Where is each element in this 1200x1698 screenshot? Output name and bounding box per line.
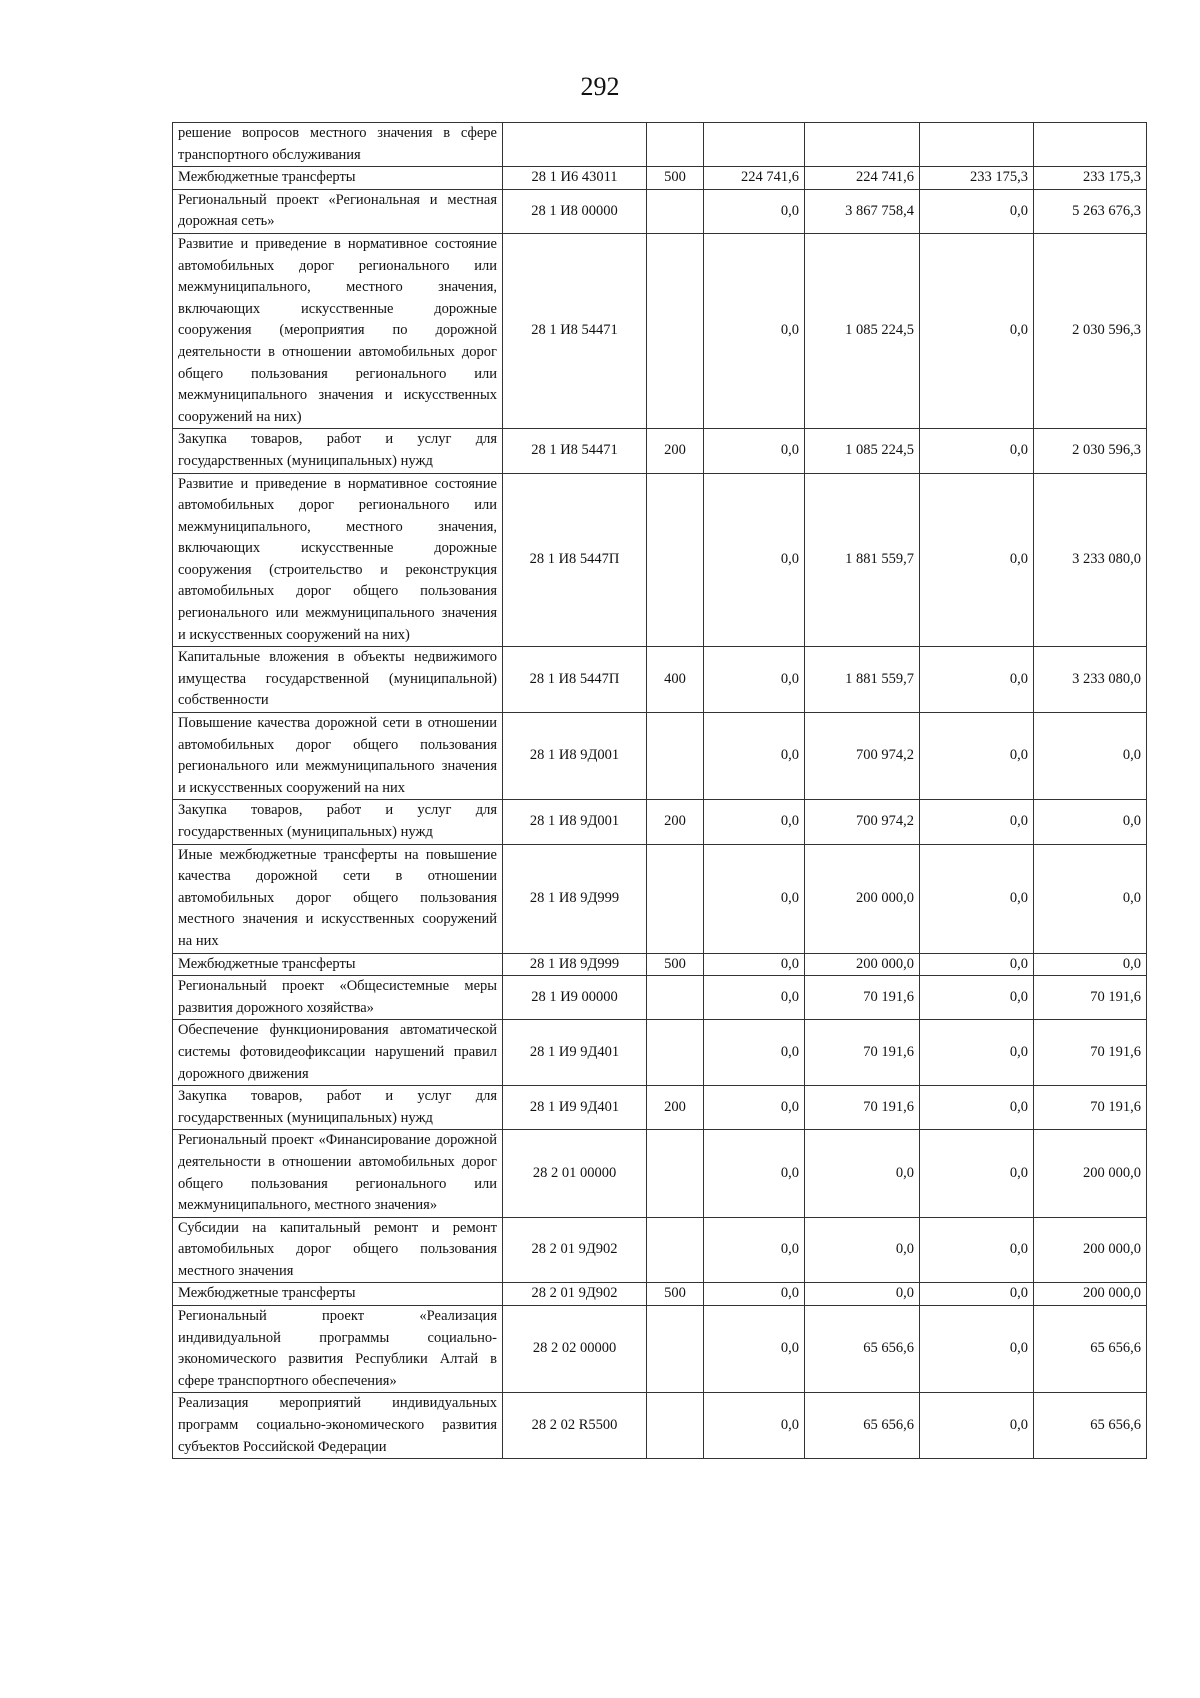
row-name-cell: Капитальные вложения в объекты недвижимого имущества государственной (муниципальной) собственности [173,647,503,713]
row-name-cell: Региональный проект «Реализация индивидуальной программы социально-экономического развития Республики Алтай в сфере транспортного обеспечения» [173,1306,503,1393]
amount-cell-3: 0,0 [920,233,1034,428]
row-name-cell: Межбюджетные трансферты [173,1283,503,1306]
amount-cell-2: 1 085 224,5 [805,429,920,473]
expense-type-cell: 200 [647,800,704,844]
amount-cell-3: 233 175,3 [920,167,1034,190]
target-code-cell: 28 2 01 00000 [503,1130,647,1217]
amount-cell-3: 0,0 [920,976,1034,1020]
amount-cell-1: 0,0 [704,953,805,976]
amount-cell-2: 1 881 559,7 [805,473,920,647]
amount-cell-4: 65 656,6 [1034,1306,1147,1393]
target-code-cell: 28 1 И6 43011 [503,167,647,190]
amount-cell-3: 0,0 [920,1306,1034,1393]
amount-cell-1: 224 741,6 [704,167,805,190]
amount-cell-4: 200 000,0 [1034,1217,1147,1283]
amount-cell-4: 0,0 [1034,953,1147,976]
table-row [173,1283,1147,1306]
table-row [173,473,1147,647]
target-code-cell: 28 1 И8 5447П [503,647,647,713]
budget-table [172,122,1147,1459]
expense-type-cell [647,233,704,428]
amount-cell-3: 0,0 [920,953,1034,976]
target-code-cell: 28 1 И9 00000 [503,976,647,1020]
amount-cell-1: 0,0 [704,233,805,428]
amount-cell-4: 200 000,0 [1034,1130,1147,1217]
expense-type-cell: 200 [647,429,704,473]
target-code-cell: 28 1 И8 54471 [503,429,647,473]
table-row [173,167,1147,190]
amount-cell-1: 0,0 [704,473,805,647]
target-code-cell: 28 2 01 9Д902 [503,1217,647,1283]
row-name-cell: Закупка товаров, работ и услуг для государственных (муниципальных) нужд [173,800,503,844]
amount-cell-2: 224 741,6 [805,167,920,190]
amount-cell-3: 0,0 [920,1130,1034,1217]
target-code-cell: 28 2 02 R5500 [503,1393,647,1459]
target-code-cell: 28 1 И9 9Д401 [503,1086,647,1130]
expense-type-cell: 500 [647,167,704,190]
row-name-cell: решение вопросов местного значения в сфере транспортного обслуживания [173,123,503,167]
amount-cell-1: 0,0 [704,1130,805,1217]
amount-cell-2: 3 867 758,4 [805,189,920,233]
amount-cell-4: 3 233 080,0 [1034,647,1147,713]
amount-cell-2: 700 974,2 [805,713,920,800]
amount-cell-3: 0,0 [920,844,1034,953]
amount-cell-3 [920,123,1034,167]
expense-type-cell [647,1306,704,1393]
amount-cell-3: 0,0 [920,1283,1034,1306]
amount-cell-4: 5 263 676,3 [1034,189,1147,233]
amount-cell-4: 0,0 [1034,713,1147,800]
table-row [173,844,1147,953]
row-name-cell: Развитие и приведение в нормативное состояние автомобильных дорог регионального или межмуниципального, местного значения, включающих искусственные дорожные сооружения (строительство и реконструкция автомобильных дорог общего пользования регионального или межмуниципального значения и искусственных сооружений на них) [173,473,503,647]
row-name-cell: Межбюджетные трансферты [173,167,503,190]
expense-type-cell: 500 [647,953,704,976]
amount-cell-4 [1034,123,1147,167]
amount-cell-4: 2 030 596,3 [1034,233,1147,428]
table-row [173,123,1147,167]
amount-cell-3: 0,0 [920,189,1034,233]
amount-cell-2: 200 000,0 [805,844,920,953]
amount-cell-1 [704,123,805,167]
amount-cell-2: 700 974,2 [805,800,920,844]
amount-cell-2: 1 085 224,5 [805,233,920,428]
target-code-cell: 28 2 01 9Д902 [503,1283,647,1306]
amount-cell-2: 70 191,6 [805,1086,920,1130]
row-name-cell: Реализация мероприятий индивидуальных программ социально-экономического развития субъектов Российской Федерации [173,1393,503,1459]
amount-cell-1: 0,0 [704,429,805,473]
row-name-cell: Субсидии на капитальный ремонт и ремонт автомобильных дорог общего пользования местного значения [173,1217,503,1283]
target-code-cell: 28 1 И8 5447П [503,473,647,647]
amount-cell-3: 0,0 [920,473,1034,647]
row-name-cell: Закупка товаров, работ и услуг для государственных (муниципальных) нужд [173,1086,503,1130]
amount-cell-1: 0,0 [704,189,805,233]
amount-cell-2: 70 191,6 [805,1020,920,1086]
row-name-cell: Региональный проект «Финансирование дорожной деятельности в отношении автомобильных дорог общего пользования регионального или межмуниципального, местного значения» [173,1130,503,1217]
table-row [173,1020,1147,1086]
table-row [173,953,1147,976]
expense-type-cell [647,1130,704,1217]
amount-cell-2: 1 881 559,7 [805,647,920,713]
amount-cell-2: 65 656,6 [805,1306,920,1393]
table-row [173,976,1147,1020]
table-row [173,713,1147,800]
amount-cell-3: 0,0 [920,1393,1034,1459]
amount-cell-2: 0,0 [805,1130,920,1217]
expense-type-cell [647,473,704,647]
amount-cell-1: 0,0 [704,800,805,844]
expense-type-cell: 400 [647,647,704,713]
amount-cell-1: 0,0 [704,1306,805,1393]
row-name-cell: Региональный проект «Общесистемные меры развития дорожного хозяйства» [173,976,503,1020]
table-row [173,1393,1147,1459]
amount-cell-4: 0,0 [1034,800,1147,844]
target-code-cell: 28 1 И8 9Д999 [503,844,647,953]
amount-cell-3: 0,0 [920,800,1034,844]
amount-cell-3: 0,0 [920,1217,1034,1283]
target-code-cell: 28 1 И8 54471 [503,233,647,428]
expense-type-cell [647,189,704,233]
table-row [173,233,1147,428]
target-code-cell: 28 1 И8 9Д001 [503,713,647,800]
amount-cell-3: 0,0 [920,1086,1034,1130]
row-name-cell: Развитие и приведение в нормативное состояние автомобильных дорог регионального или межмуниципального, местного значения, включающих искусственные дорожные сооружения (мероприятия по дорожной деятельности в отношении автомобильных дорог общего пользования регионального или межмуниципального значения и искусственных сооружений на них) [173,233,503,428]
amount-cell-3: 0,0 [920,1020,1034,1086]
amount-cell-4: 0,0 [1034,844,1147,953]
expense-type-cell [647,976,704,1020]
amount-cell-2: 65 656,6 [805,1393,920,1459]
target-code-cell: 28 1 И8 9Д999 [503,953,647,976]
row-name-cell: Региональный проект «Региональная и местная дорожная сеть» [173,189,503,233]
page-number: 292 [580,72,620,101]
table-row [173,647,1147,713]
table-row [173,1217,1147,1283]
amount-cell-4: 200 000,0 [1034,1283,1147,1306]
target-code-cell [503,123,647,167]
target-code-cell: 28 1 И8 9Д001 [503,800,647,844]
expense-type-cell [647,1393,704,1459]
expense-type-cell: 500 [647,1283,704,1306]
table-body [173,123,1147,1459]
amount-cell-2: 70 191,6 [805,976,920,1020]
expense-type-cell: 200 [647,1086,704,1130]
amount-cell-4: 3 233 080,0 [1034,473,1147,647]
amount-cell-3: 0,0 [920,429,1034,473]
amount-cell-1: 0,0 [704,844,805,953]
amount-cell-4: 2 030 596,3 [1034,429,1147,473]
table-row [173,429,1147,473]
amount-cell-3: 0,0 [920,713,1034,800]
table-row [173,1130,1147,1217]
amount-cell-2 [805,123,920,167]
row-name-cell: Повышение качества дорожной сети в отношении автомобильных дорог общего пользования регионального или межмуниципального значения и искусственных сооружений на них [173,713,503,800]
table-row [173,800,1147,844]
amount-cell-4: 65 656,6 [1034,1393,1147,1459]
amount-cell-1: 0,0 [704,1217,805,1283]
expense-type-cell [647,1020,704,1086]
row-name-cell: Межбюджетные трансферты [173,953,503,976]
amount-cell-1: 0,0 [704,1086,805,1130]
amount-cell-4: 70 191,6 [1034,976,1147,1020]
amount-cell-1: 0,0 [704,1020,805,1086]
amount-cell-1: 0,0 [704,647,805,713]
amount-cell-1: 0,0 [704,976,805,1020]
amount-cell-2: 200 000,0 [805,953,920,976]
row-name-cell: Иные межбюджетные трансферты на повышение качества дорожной сети в отношении автомобильных дорог общего пользования местного значения и искусственных сооружений на них [173,844,503,953]
amount-cell-1: 0,0 [704,1393,805,1459]
amount-cell-4: 70 191,6 [1034,1086,1147,1130]
amount-cell-2: 0,0 [805,1283,920,1306]
table-row [173,1086,1147,1130]
row-name-cell: Обеспечение функционирования автоматической системы фотовидеофиксации нарушений правил дорожного движения [173,1020,503,1086]
expense-type-cell [647,123,704,167]
amount-cell-1: 0,0 [704,1283,805,1306]
amount-cell-3: 0,0 [920,647,1034,713]
target-code-cell: 28 2 02 00000 [503,1306,647,1393]
amount-cell-4: 233 175,3 [1034,167,1147,190]
target-code-cell: 28 1 И9 9Д401 [503,1020,647,1086]
expense-type-cell [647,713,704,800]
amount-cell-4: 70 191,6 [1034,1020,1147,1086]
amount-cell-2: 0,0 [805,1217,920,1283]
expense-type-cell [647,844,704,953]
expense-type-cell [647,1217,704,1283]
table-row [173,1306,1147,1393]
amount-cell-1: 0,0 [704,713,805,800]
row-name-cell: Закупка товаров, работ и услуг для государственных (муниципальных) нужд [173,429,503,473]
table-row [173,189,1147,233]
target-code-cell: 28 1 И8 00000 [503,189,647,233]
